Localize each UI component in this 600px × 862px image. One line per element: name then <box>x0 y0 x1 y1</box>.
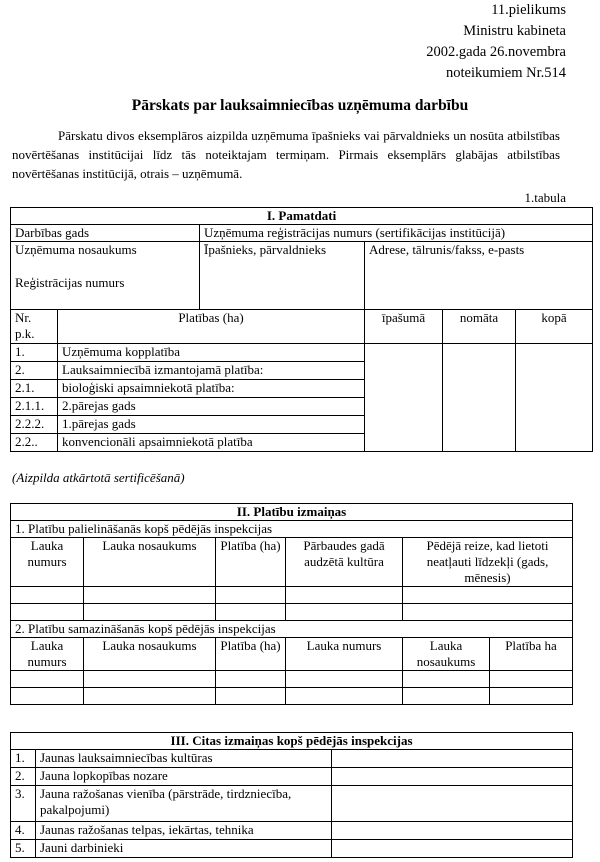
area-row-label: Lauksaimniecībā izmantojamā platība: <box>58 362 365 380</box>
change-row-nr: 5. <box>11 840 36 858</box>
decrease-col-area-2: Platība ha <box>490 638 573 671</box>
empty-cell <box>490 688 573 705</box>
change-row-value <box>332 768 573 786</box>
area-row-label: Uzņēmuma kopplatība <box>58 344 365 362</box>
annex-issuer: Ministru kabineta <box>463 23 566 39</box>
rented-value-cell <box>443 344 516 452</box>
section3-title: III. Citas izmaiņas kopš pēdējās inspekcijas <box>11 733 573 750</box>
empty-cell <box>216 604 286 621</box>
change-row-nr: 4. <box>11 822 36 840</box>
area-row-nr: 2.2.. <box>11 434 58 452</box>
empty-cell <box>490 671 573 688</box>
annex-number: 11.pielikums <box>491 2 566 18</box>
area-row-label: bioloģiski apsaimniekotā platība: <box>58 380 365 398</box>
col-owned-header: īpašumā <box>365 310 443 344</box>
empty-cell <box>216 688 286 705</box>
company-name-label: Uzņēmuma nosaukums <box>15 242 137 257</box>
reg-number-label: Reģistrācijas numurs <box>15 275 125 290</box>
area-row-nr: 1. <box>11 344 58 362</box>
empty-cell <box>84 587 216 604</box>
annex-header <box>426 0 566 84</box>
decrease-col-area: Platība (ha) <box>216 638 286 671</box>
increase-col-field-number: Lauka numurs <box>11 538 84 587</box>
area-row-label: konvencionāli apsaimniekotā platība <box>58 434 365 452</box>
empty-cell <box>403 604 573 621</box>
recertification-note: (Aizpilda atkārtotā sertificēšanā) <box>12 470 185 485</box>
change-row-label: Jaunas ražošanas telpas, iekārtas, tehnika <box>36 822 332 840</box>
empty-cell <box>403 671 490 688</box>
change-row-label: Jauna lopkopības nozare <box>36 768 332 786</box>
area-row-nr: 2. <box>11 362 58 380</box>
empty-cell <box>84 604 216 621</box>
empty-cell <box>84 688 216 705</box>
area-row-nr: 2.1. <box>11 380 58 398</box>
decrease-col-field-name-2: Lauka nosaukums <box>403 638 490 671</box>
change-row-label: Jauni darbinieki <box>36 840 332 858</box>
empty-cell <box>286 671 403 688</box>
empty-cell <box>84 671 216 688</box>
company-name-cell <box>11 242 200 310</box>
section1-table <box>10 207 593 452</box>
col-nr-header: Nr. p.k. <box>11 310 58 344</box>
activity-year-label: Darbības gads <box>11 225 200 242</box>
area-row-nr: 2.1.1. <box>11 398 58 416</box>
total-value-cell <box>516 344 593 452</box>
address-label: Adrese, tālrunis/fakss, e-pasts <box>365 242 593 310</box>
empty-cell <box>216 587 286 604</box>
increase-col-area: Platība (ha) <box>216 538 286 587</box>
section3-table <box>10 732 573 858</box>
change-row-value <box>332 822 573 840</box>
table-label: 1.tabula <box>524 190 566 205</box>
empty-cell <box>286 688 403 705</box>
empty-cell <box>286 587 403 604</box>
intro-paragraph: Pārskatu divos eksemplāros aizpilda uzņēmuma īpašnieks vai pārvaldnieks un nosūta atbilstības novērtēšanas institūcijai līdz tās noteiktajam termiņam. Pirmais eksemplārs glabājas atbilstības novērtēšanas institūcijā, otrais – uzņēmumā. <box>12 128 560 181</box>
change-row-value <box>332 786 573 822</box>
empty-cell <box>11 671 84 688</box>
empty-cell <box>11 587 84 604</box>
area-row-label: 2.pārejas gads <box>58 398 365 416</box>
change-row-value <box>332 750 573 768</box>
empty-cell <box>216 671 286 688</box>
document-title: Pārskats par lauksaimniecības uzņēmuma darbību <box>131 97 469 114</box>
empty-cell <box>403 688 490 705</box>
col-rented-header: nomāta <box>443 310 516 344</box>
area-row-nr: 2.2.2. <box>11 416 58 434</box>
col-total-header: kopā <box>516 310 593 344</box>
increase-col-field-name: Lauka nosaukums <box>84 538 216 587</box>
intro-text <box>12 126 560 183</box>
col-area-header: Platības (ha) <box>58 310 365 344</box>
empty-cell <box>11 688 84 705</box>
change-row-label: Jauna ražošanas vienība (pārstrāde, tirdzniecība, pakalpojumi) <box>36 786 332 822</box>
area-row-label: 1.pārejas gads <box>58 416 365 434</box>
cert-reg-number-label: Uzņēmuma reģistrācijas numurs (sertifikācijas institūcijā) <box>200 225 593 242</box>
change-row-label: Jaunas lauksaimniecības kultūras <box>36 750 332 768</box>
empty-cell <box>403 587 573 604</box>
change-row-nr: 2. <box>11 768 36 786</box>
change-row-nr: 3. <box>11 786 36 822</box>
decrease-subtitle: 2. Platību samazināšanās kopš pēdējās inspekcijas <box>11 621 573 638</box>
change-row-value <box>332 840 573 858</box>
owned-value-cell <box>365 344 443 452</box>
increase-col-last-use: Pēdējā reize, kad lietoti neatļauti līdzekļi (gads, mēnesis) <box>403 538 573 587</box>
section2-table <box>10 503 573 705</box>
annex-date: 2002.gada 26.novembra <box>426 44 566 60</box>
decrease-col-field-number-2: Lauka numurs <box>286 638 403 671</box>
increase-col-crop: Pārbaudes gadā audzētā kultūra <box>286 538 403 587</box>
change-row-nr: 1. <box>11 750 36 768</box>
annex-regulation: noteikumiem Nr.514 <box>445 65 566 81</box>
decrease-col-field-number: Lauka numurs <box>11 638 84 671</box>
empty-cell <box>11 604 84 621</box>
decrease-col-field-name: Lauka nosaukums <box>84 638 216 671</box>
section2-title: II. Platību izmaiņas <box>11 504 573 521</box>
owner-label: Īpašnieks, pārvaldnieks <box>200 242 365 310</box>
increase-subtitle: 1. Platību palielināšanās kopš pēdējās inspekcijas <box>11 521 573 538</box>
section1-title: I. Pamatdati <box>11 208 593 225</box>
empty-cell <box>286 604 403 621</box>
